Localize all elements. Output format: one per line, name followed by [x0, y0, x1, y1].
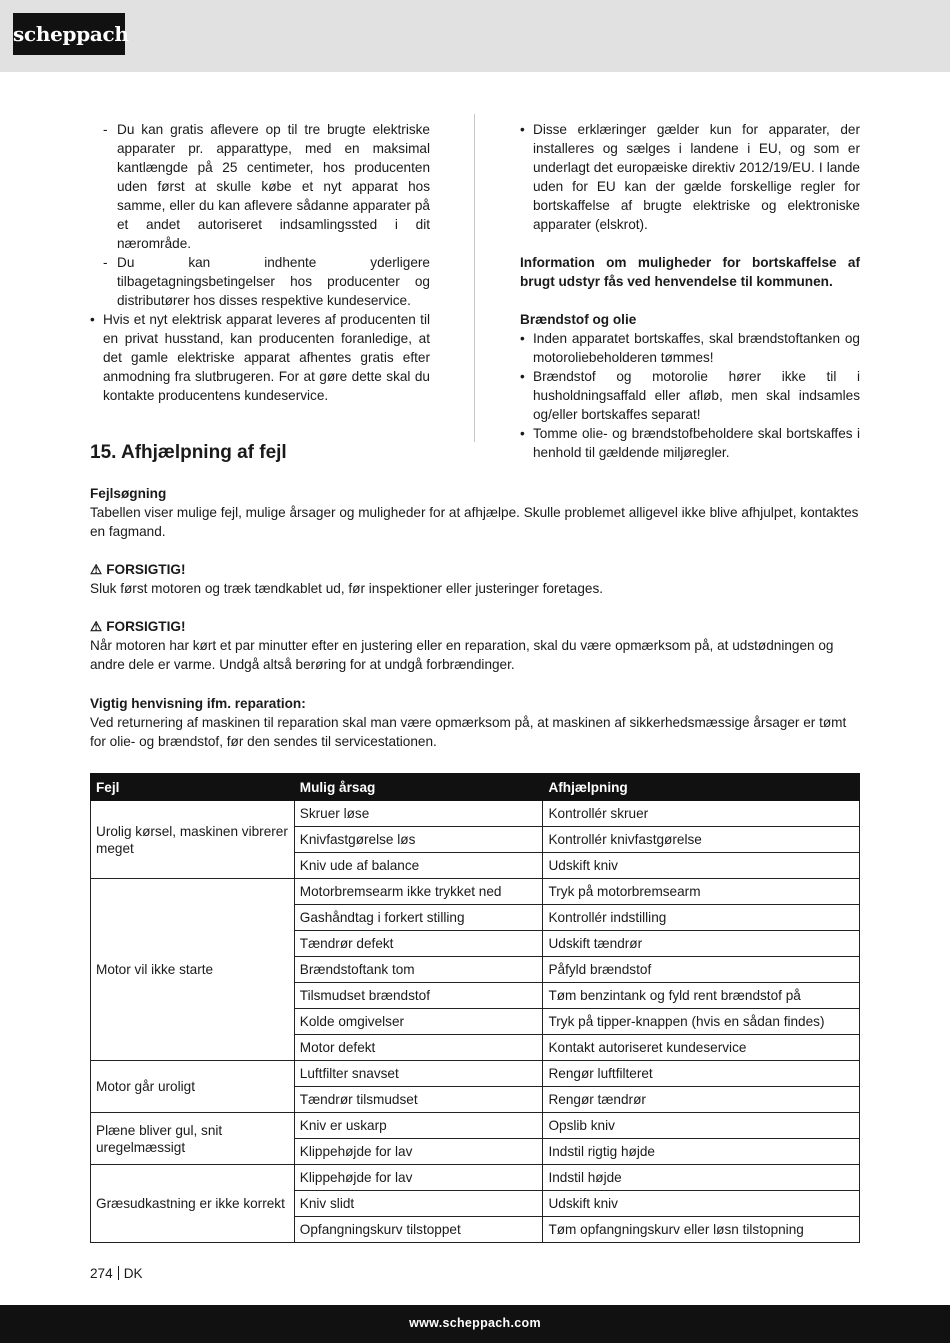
caution-block-2 — [90, 617, 860, 674]
list-item-text: Du kan gratis aflevere op til tre brugte elektriske apparater pr. apparattype, med en maksimal kantlængde på 25 centimeter, hos producenten uden først at skulle købe et nyt apparat hos samme, eller du kan aflevere sådanne apparater på et andet autoriseret indsamlingssted i dit nærområde. — [117, 122, 430, 251]
list-item — [520, 367, 860, 424]
header-band — [0, 0, 950, 72]
footer-separator — [118, 1266, 119, 1280]
list-item-text: Brændstof og motorolie hører ikke til i husholdningsaffald eller afløb, men skal indsamles og/eller bortskaffes separat! — [533, 369, 860, 422]
cause-cell: Knivfastgørelse løs — [294, 827, 543, 853]
warning-triangle-icon: ⚠ — [90, 562, 103, 577]
cause-cell: Motor defekt — [294, 1035, 543, 1061]
cause-cell: Klippehøjde for lav — [294, 1165, 543, 1191]
remedy-cell: Tøm benzintank og fyld rent brændstof på — [543, 983, 860, 1009]
remedy-cell: Rengør tændrør — [543, 1087, 860, 1113]
remedy-cell: Rengør luftfilteret — [543, 1061, 860, 1087]
cause-cell: Luftfilter snavset — [294, 1061, 543, 1087]
remedy-cell: Udskift tændrør — [543, 931, 860, 957]
fault-cell: Motor vil ikke starte — [91, 879, 295, 1061]
table-row — [91, 801, 860, 827]
cause-cell: Kolde omgivelser — [294, 1009, 543, 1035]
table-row — [91, 1165, 860, 1191]
caution-label: FORSIGTIG! — [106, 619, 186, 634]
cause-cell: Skruer løse — [294, 801, 543, 827]
cause-cell: Gashåndtag i forkert stilling — [294, 905, 543, 931]
language-code: DK — [123, 1266, 143, 1281]
remedy-cell: Kontrollér indstilling — [543, 905, 860, 931]
footer-band — [0, 1305, 950, 1343]
bullet-mark: • — [90, 312, 95, 327]
cause-cell: Tilsmudset brændstof — [294, 983, 543, 1009]
page-footer — [90, 1264, 143, 1283]
list-item — [90, 310, 430, 405]
repair-heading: Vigtig henvisning ifm. reparation: — [90, 696, 306, 711]
caution-block-1 — [90, 560, 860, 598]
brand-logo: scheppach — [13, 13, 125, 55]
list-item-text: Tomme olie- og brændstofbeholdere skal bortskaffes i henhold til gældende miljøregler. — [533, 426, 860, 460]
bullet-mark: • — [520, 122, 525, 137]
list-item-text: Hvis et nyt elektrisk apparat leveres af producenten til en privat husstand, kan producenten foranledige, at det gamle elektriske apparat afhentes gratis efter anmodning fra slutbrugeren. For at gøre dette skal du kontakte producentens kundeservice. — [103, 312, 430, 403]
column-divider — [474, 114, 475, 442]
remedy-cell: Tryk på tipper-knappen (hvis en sådan findes) — [543, 1009, 860, 1035]
caution-text: Når motoren har kørt et par minutter efter en justering eller en reparation, skal du være opmærksom på, at udstødningen og andre dele er varme. Undgå altså berøring for at undgå forbrændinger. — [90, 638, 834, 672]
list-item — [90, 253, 430, 310]
fault-cell: Urolig kørsel, maskinen vibrerer meget — [91, 801, 295, 879]
cause-cell: Kniv ude af balance — [294, 853, 543, 879]
remedy-cell: Tryk på motorbremsearm — [543, 879, 860, 905]
list-item-text: Inden apparatet bortskaffes, skal brændstoftanken og motoroliebeholderen tømmes! — [533, 331, 860, 365]
table-row — [91, 1113, 860, 1139]
list-item — [520, 424, 860, 462]
troubleshooting-heading: Fejlsøgning — [90, 486, 167, 501]
right-column — [520, 120, 860, 462]
remedy-cell: Opslib kniv — [543, 1113, 860, 1139]
list-item-text: Disse erklæringer gælder kun for apparater, der installeres og sælges i landene i EU, og som er underlagt det europæiske direktiv 2012/19/EU. I lande uden for EU kan der gælde forskellige regler for bortskaffelse af brugte elektriske og elektroniske apparater (elskrot). — [533, 122, 860, 232]
list-item-text: Du kan indhente yderligere tilbagetagningsbetingelser hos producenter og distributører hos disses respektive kundeservice. — [117, 255, 430, 308]
header-fault: Fejl — [91, 774, 295, 801]
cause-cell: Kniv er uskarp — [294, 1113, 543, 1139]
cause-cell: Motorbremsearm ikke trykket ned — [294, 879, 543, 905]
bullet-mark: • — [520, 426, 525, 441]
section-title: 15. Afhjælpning af fejl — [90, 442, 287, 463]
dash-mark: - — [103, 255, 108, 270]
remedy-cell: Kontakt autoriseret kundeservice — [543, 1035, 860, 1061]
remedy-cell: Kontrollér skruer — [543, 801, 860, 827]
remedy-cell: Påfyld brændstof — [543, 957, 860, 983]
dash-mark: - — [103, 122, 108, 137]
bullet-mark: • — [520, 331, 525, 346]
remedy-cell: Kontrollér knivfastgørelse — [543, 827, 860, 853]
cause-cell: Tændrør tilsmudset — [294, 1087, 543, 1113]
cause-cell: Brændstoftank tom — [294, 957, 543, 983]
fault-cell: Græsudkastning er ikke korrekt — [91, 1165, 295, 1243]
remedy-cell: Tøm opfangningskurv eller løsn tilstopning — [543, 1217, 860, 1243]
cause-cell: Opfangningskurv tilstoppet — [294, 1217, 543, 1243]
list-item — [520, 120, 860, 234]
troubleshooting-table — [90, 773, 860, 1243]
caution-label: FORSIGTIG! — [106, 562, 186, 577]
remedy-cell: Indstil højde — [543, 1165, 860, 1191]
list-item — [520, 329, 860, 367]
remedy-cell: Indstil rigtig højde — [543, 1139, 860, 1165]
troubleshooting-text: Tabellen viser mulige fejl, mulige årsager og muligheder for at afhjælpe. Skulle problemet alligevel ikke blive afhjulpet, kontaktes en fagmand. — [90, 505, 859, 539]
caution-text: Sluk først motoren og træk tændkablet ud, før inspektioner eller justeringer foretages. — [90, 581, 604, 596]
cause-cell: Tændrør defekt — [294, 931, 543, 957]
table-header-row — [91, 774, 860, 801]
cause-cell: Kniv slidt — [294, 1191, 543, 1217]
cause-cell: Klippehøjde for lav — [294, 1139, 543, 1165]
header-remedy: Afhjælpning — [543, 774, 860, 801]
page-number: 274 — [90, 1266, 113, 1281]
bullet-mark: • — [520, 369, 525, 384]
repair-text: Ved returnering af maskinen til reparation skal man være opmærksom på, at maskinen af sikkerhedsmæssige årsager er tømt for olie- og brændstof, før den sendes til servicestationen. — [90, 715, 847, 749]
header-cause: Mulig årsag — [294, 774, 543, 801]
remedy-cell: Udskift kniv — [543, 853, 860, 879]
disposal-info: Information om muligheder for bortskaffelse af brugt udstyr fås ved henvendelse til kommunen. — [520, 255, 860, 289]
list-item — [90, 120, 430, 253]
repair-note-block — [90, 694, 860, 751]
left-column — [90, 120, 430, 405]
fuel-heading: Brændstof og olie — [520, 312, 637, 327]
fault-cell: Plæne bliver gul, snit uregelmæssigt — [91, 1113, 295, 1165]
table-row — [91, 879, 860, 905]
fault-cell: Motor går uroligt — [91, 1061, 295, 1113]
table-row — [91, 1061, 860, 1087]
remedy-cell: Udskift kniv — [543, 1191, 860, 1217]
troubleshooting-block — [90, 484, 860, 541]
website-link[interactable]: www.scheppach.com — [409, 1316, 541, 1330]
warning-triangle-icon: ⚠ — [90, 619, 103, 634]
